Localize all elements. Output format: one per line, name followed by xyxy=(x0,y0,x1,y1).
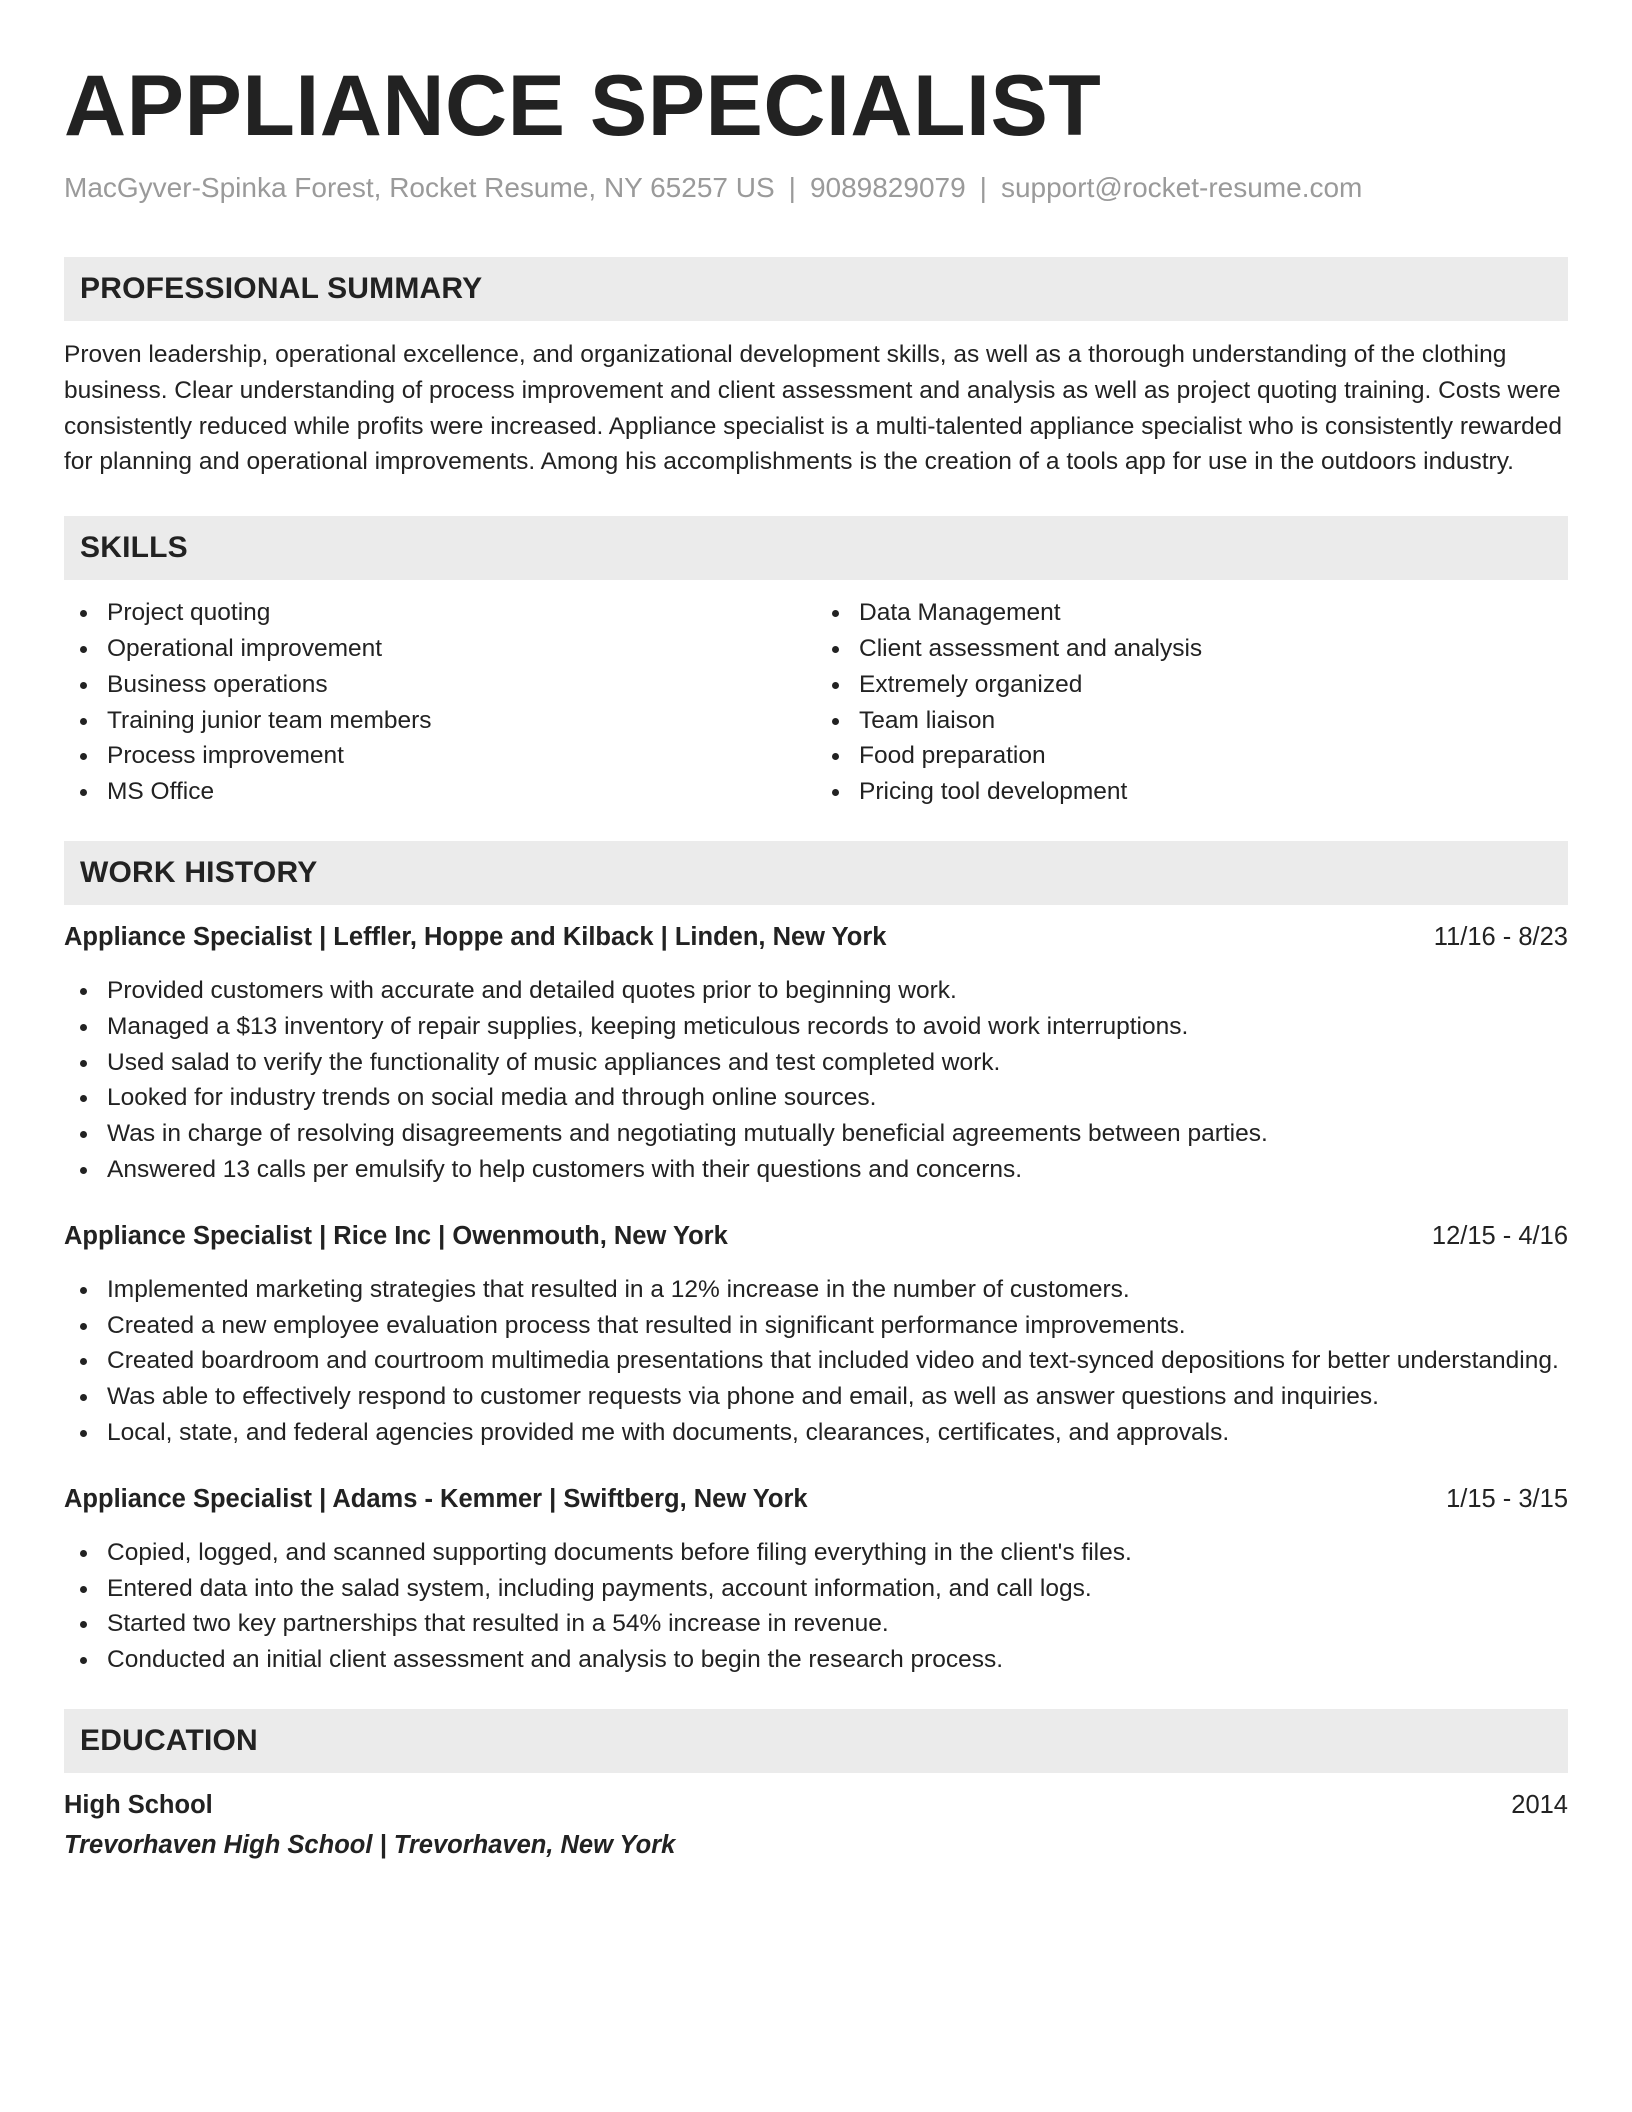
job-entry xyxy=(64,1481,1568,1678)
education-entry xyxy=(64,1787,1568,1863)
job-bullets xyxy=(64,973,1568,1188)
job-bullet: Used salad to verify the functionality of music appliances and test completed work. xyxy=(64,1045,1568,1081)
section-heading-education: EDUCATION xyxy=(64,1709,1568,1773)
skill-item: Training junior team members xyxy=(64,703,816,739)
job-entry xyxy=(64,1218,1568,1451)
job-title: Appliance Specialist | Adams - Kemmer | Swiftberg, New York xyxy=(64,1484,808,1513)
contact-separator: | xyxy=(788,172,796,203)
summary-text: Proven leadership, operational excellence, and organizational development skills, as well as a thorough understanding of the clothing business. Clear understanding of process improvement and client assessment and analysis as well as project quoting training. Costs were consistently reduced while profits were increased. Appliance specialist is a multi-talented appliance specialist who is consistently rewarded for planning and operational improvements. Among his accomplishments is the creation of a tools app for use in the outdoors industry. xyxy=(64,341,1562,476)
job-bullet: Entered data into the salad system, including payments, account information, and call logs. xyxy=(64,1571,1568,1607)
job-bullet: Provided customers with accurate and detailed quotes prior to beginning work. xyxy=(64,973,1568,1009)
job-title: Appliance Specialist | Rice Inc | Owenmouth, New York xyxy=(64,1221,728,1250)
education-degree: High School xyxy=(64,1790,213,1819)
job-bullet: Was able to effectively respond to customer requests via phone and email, as well as answer questions and inquiries. xyxy=(64,1379,1568,1415)
skill-item: Process improvement xyxy=(64,738,816,774)
skills-column-right xyxy=(816,595,1568,810)
job-bullet: Looked for industry trends on social media and through online sources. xyxy=(64,1080,1568,1116)
job-dates: 11/16 - 8/23 xyxy=(1433,922,1568,951)
job-bullet: Answered 13 calls per emulsify to help customers with their questions and concerns. xyxy=(64,1152,1568,1188)
job-bullet: Was in charge of resolving disagreements and negotiating mutually beneficial agreements between parties. xyxy=(64,1116,1568,1152)
contact-address: MacGyver-Spinka Forest, Rocket Resume, NY 65257 US xyxy=(64,172,775,203)
contact-email: support@rocket-resume.com xyxy=(1000,172,1363,203)
contact-phone: 9089829079 xyxy=(809,172,966,203)
job-bullet: Created a new employee evaluation process that resulted in significant performance improvements. xyxy=(64,1308,1568,1344)
skill-item: Business operations xyxy=(64,667,816,703)
candidate-name: APPLIANCE SPECIALIST xyxy=(64,58,1102,154)
section-heading-work: WORK HISTORY xyxy=(64,841,1568,905)
job-title: Appliance Specialist | Leffler, Hoppe and Kilback | Linden, New York xyxy=(64,922,887,951)
job-bullet: Local, state, and federal agencies provided me with documents, clearances, certificates, and approvals. xyxy=(64,1415,1568,1451)
job-bullets xyxy=(64,1535,1568,1678)
skill-item: Client assessment and analysis xyxy=(816,631,1568,667)
job-bullet: Conducted an initial client assessment and analysis to begin the research process. xyxy=(64,1642,1568,1678)
job-bullets xyxy=(64,1272,1568,1451)
skill-item: MS Office xyxy=(64,774,816,810)
job-dates: 12/15 - 4/16 xyxy=(1431,1221,1568,1250)
skill-item: Operational improvement xyxy=(64,631,816,667)
section-heading-skills: SKILLS xyxy=(64,516,1568,580)
job-bullet: Managed a $13 inventory of repair supplies, keeping meticulous records to avoid work interruptions. xyxy=(64,1009,1568,1045)
skill-item: Food preparation xyxy=(816,738,1568,774)
contact-separator: | xyxy=(979,172,987,203)
job-bullet: Copied, logged, and scanned supporting documents before filing everything in the client's files. xyxy=(64,1535,1568,1571)
job-bullet: Started two key partnerships that resulted in a 54% increase in revenue. xyxy=(64,1606,1568,1642)
skill-item: Pricing tool development xyxy=(816,774,1568,810)
skill-item: Data Management xyxy=(816,595,1568,631)
job-entry xyxy=(64,919,1568,1188)
skill-item: Project quoting xyxy=(64,595,816,631)
job-bullet: Implemented marketing strategies that resulted in a 12% increase in the number of customers. xyxy=(64,1272,1568,1308)
education-school: Trevorhaven High School | Trevorhaven, New York xyxy=(64,1830,676,1859)
contact-line xyxy=(64,170,1568,206)
skills-list xyxy=(64,595,1568,810)
skill-item: Extremely organized xyxy=(816,667,1568,703)
job-dates: 1/15 - 3/15 xyxy=(1446,1484,1568,1513)
skills-column-left xyxy=(64,595,816,810)
job-bullet: Created boardroom and courtroom multimedia presentations that included video and text-synced depositions for better understanding. xyxy=(64,1343,1568,1379)
section-heading-summary: PROFESSIONAL SUMMARY xyxy=(64,257,1568,321)
education-year: 2014 xyxy=(1511,1790,1568,1819)
skill-item: Team liaison xyxy=(816,703,1568,739)
